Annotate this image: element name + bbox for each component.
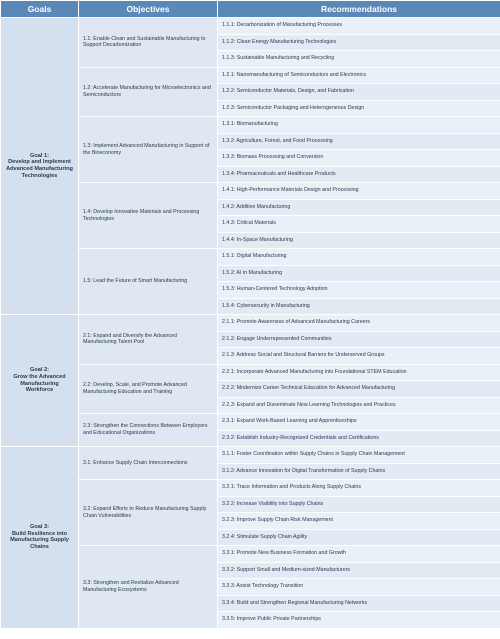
goal-title: Goal 3: (30, 524, 49, 531)
recommendation-cell: 2.3.2: Establish Industry-Recognized Credentials and Certifications (218, 430, 500, 447)
goal-title: Goal 1: (30, 152, 49, 159)
objective-cell: 2.3: Strengthen the Connections Between Employers and Educational Organizations (79, 414, 218, 447)
objective-cell: 1.1: Enable Clean and Sustainable Manufacturing to Support Decarbonization (79, 18, 218, 68)
recommendation-cell: 3.3.3: Assist Technology Transition (218, 579, 500, 596)
goal-cell (1, 315, 79, 447)
recommendation-cell: 1.1.1: Decarbonization of Manufacturing Processes (218, 18, 500, 35)
objective-cell: 3.3: Strengthen and Revitalize Advanced Manufacturing Ecosystems (79, 546, 218, 629)
recommendation-cell: 1.2.1: Nanomanufacturing of Semiconductors and Electronics (218, 67, 500, 84)
table-row (1, 315, 500, 332)
recommendation-cell: 3.3.5: Improve Public Private Partnerships (218, 612, 500, 629)
objective-cell: 2.1: Expand and Diversify the Advanced Manufacturing Talent Pool (79, 315, 218, 365)
recommendation-cell: 1.3.2: Agriculture, Forest, and Food Processing (218, 133, 500, 150)
table-body (1, 18, 500, 629)
recommendation-cell: 2.1.1: Promote Awareness of Advanced Manufacturing Careers (218, 315, 500, 332)
recommendation-cell: 3.2.1: Trace Information and Products Along Supply Chains (218, 480, 500, 497)
objective-cell: 1.3: Implement Advanced Manufacturing in Support of the Bioeconomy (79, 117, 218, 183)
recommendation-cell: 1.4.1: High-Performance Materials Design and Processing (218, 183, 500, 200)
recommendation-cell: 1.3.1: Biomanufacturing (218, 117, 500, 134)
goal-title: Goal 2: (30, 367, 49, 374)
objectives-header: Objectives (79, 1, 218, 18)
table-row (1, 18, 500, 35)
goal-cell (1, 18, 79, 315)
recommendation-cell: 2.2.2: Modernize Career Technical Education for Advanced Manufacturing (218, 381, 500, 398)
recommendation-cell: 1.1.2: Clean Energy Manufacturing Technologies (218, 34, 500, 51)
recommendation-cell: 3.3.4: Build and Strengthen Regional Manufacturing Networks (218, 595, 500, 612)
recommendation-cell: 1.1.3: Sustainable Manufacturing and Recycling (218, 51, 500, 68)
recommendation-cell: 3.2.4: Stimulate Supply Chain Agility (218, 529, 500, 546)
header-row (1, 1, 500, 18)
recommendation-cell: 2.1.3: Address Social and Structural Barriers for Underserved Groups (218, 348, 500, 365)
recommendation-cell: 2.2.1: Incorporate Advanced Manufacturing into Foundational STEM Education (218, 364, 500, 381)
recommendation-cell: 3.1.2: Advance Innovation for Digital Transformation of Supply Chains (218, 463, 500, 480)
goal-cell (1, 447, 79, 629)
objective-cell: 1.4: Develop Innovative Materials and Processing Technologies (79, 183, 218, 249)
recommendation-cell: 1.5.2: AI in Manufacturing (218, 265, 500, 282)
objective-cell: 2.2: Develop, Scale, and Promote Advanced Manufacturing Education and Training (79, 364, 218, 414)
recommendation-cell: 1.5.1: Digital Manufacturing (218, 249, 500, 266)
objective-cell: 1.2: Accelerate Manufacturing for Microelectronics and Semiconductors (79, 67, 218, 117)
goal-name: Develop and Implement Advanced Manufacturing Technologies (6, 159, 73, 179)
recommendation-cell: 3.3.2: Support Small and Medium-sized Manufacturers (218, 562, 500, 579)
recommendation-cell: 1.3.3: Biomass Processing and Conversion (218, 150, 500, 167)
recommendation-cell: 1.2.3: Semiconductor Packaging and Heterogeneous Design (218, 100, 500, 117)
recommendation-cell: 1.5.4: Cybersecurity in Manufacturing (218, 298, 500, 315)
goals-header: Goals (1, 1, 79, 18)
objective-cell: 3.1: Enhance Supply Chain Interconnections (79, 447, 218, 480)
goal-name: Build Resilience into Manufacturing Supply Chains (10, 530, 69, 550)
recommendation-cell: 1.2.2: Semiconductor Materials, Design, and Fabrication (218, 84, 500, 101)
recommendation-cell: 3.2.3: Improve Supply Chain Risk Management (218, 513, 500, 530)
recommendation-cell: 1.4.4: In-Space Manufacturing (218, 232, 500, 249)
recommendation-cell: 1.4.2: Additive Manufacturing (218, 199, 500, 216)
objective-cell: 3.2: Expand Efforts to Reduce Manufacturing Supply Chain Vulnerabilities (79, 480, 218, 546)
recommendation-cell: 1.5.3: Human-Centered Technology Adoption (218, 282, 500, 299)
recommendations-header: Recommendations (218, 1, 500, 18)
objective-cell: 1.5: Lead the Future of Smart Manufacturing (79, 249, 218, 315)
goal-name: Grow the Advanced Manufacturing Workforce (13, 373, 66, 394)
recommendation-cell: 3.3.1: Promote New Business Formation and Growth (218, 546, 500, 563)
recommendation-cell: 2.1.2: Engage Underrepresented Communities (218, 331, 500, 348)
recommendation-cell: 2.2.3: Expand and Disseminate New Learning Technologies and Practices (218, 397, 500, 414)
recommendation-cell: 1.4.3: Critical Materials (218, 216, 500, 233)
table-row (1, 447, 500, 464)
recommendation-cell: 1.3.4: Pharmaceuticals and Healthcare Products (218, 166, 500, 183)
recommendation-cell: 3.1.1: Foster Coordination within Supply Chains in Supply Chain Management (218, 447, 500, 464)
recommendation-cell: 2.3.1: Expand Work-Based Learning and Apprenticeships (218, 414, 500, 431)
recommendation-cell: 3.2.2: Increase Visibility into Supply Chains (218, 496, 500, 513)
